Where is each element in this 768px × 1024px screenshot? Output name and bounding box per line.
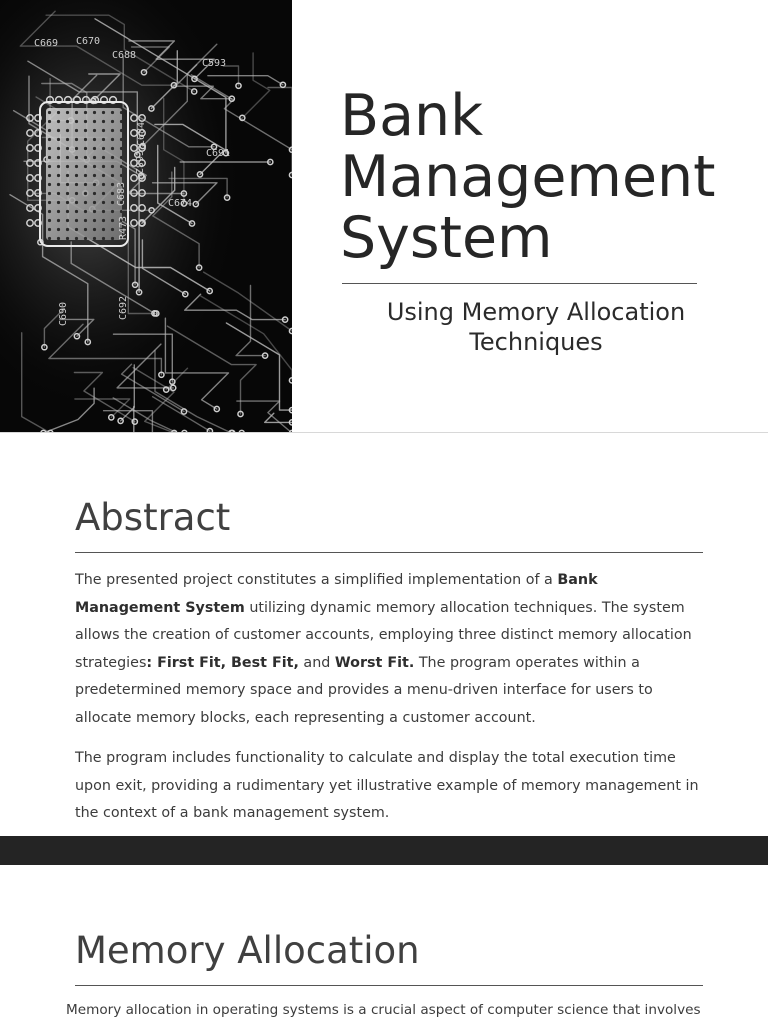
cover-page — [0, 0, 768, 433]
title-line: System — [340, 205, 553, 271]
component-label: R473 — [118, 215, 129, 240]
circuit-board-image — [0, 0, 292, 433]
component-label: C692 — [118, 295, 129, 320]
component-label: C670 — [76, 36, 101, 47]
memory-allocation-paragraph: Memory allocation in operating systems is a crucial aspect of computer science that involves — [66, 1002, 701, 1018]
component-label: C682 — [133, 150, 144, 175]
subtitle-line: Techniques — [469, 328, 603, 356]
component-label: C674 — [168, 198, 193, 209]
component-label: C691 — [206, 148, 231, 159]
page-border — [0, 432, 768, 433]
bold-text: Worst Fit. — [334, 654, 415, 671]
bold-text: Bank Management System — [75, 572, 598, 616]
abstract-paragraph: The program includes functionality to calculate and display the total execution time upon exit, providing a rudimentary yet illustrative example of memory management in the context of a bank management system. — [75, 750, 699, 821]
component-label: C683 — [116, 181, 127, 206]
document-title — [340, 83, 760, 271]
title-line: Bank — [340, 83, 484, 149]
text-run: and — [298, 654, 335, 671]
component-label: C690 — [58, 301, 69, 326]
component-label: C684 — [136, 121, 147, 146]
page-separator — [0, 836, 768, 865]
component-label: C688 — [112, 50, 137, 61]
component-label: C669 — [34, 38, 59, 49]
abstract-heading: Abstract — [75, 496, 231, 539]
abstract-paragraph — [75, 567, 703, 732]
subtitle-line: Using Memory Allocation — [386, 298, 686, 326]
title-line: Management — [340, 144, 716, 210]
bold-text: : First Fit, Best Fit, — [146, 654, 299, 671]
document-subtitle — [342, 297, 730, 357]
memory-allocation-heading: Memory Allocation — [75, 929, 420, 972]
title-divider — [342, 283, 697, 284]
circuit-board-graphic — [0, 0, 292, 433]
component-label: C593 — [202, 58, 227, 69]
text-run: The presented project constitutes a simplified implementation of a — [75, 572, 558, 588]
abstract-divider — [75, 552, 703, 553]
text-run: The program operates within a predetermined memory space and provides a menu-driven interface for users to allocate memory blocks, each representing a customer account. — [75, 654, 653, 726]
memory-allocation-divider — [75, 985, 703, 986]
text-run: utilizing dynamic memory allocation techniques. The system allows the creation of customer accounts, employing three distinct memory allocation strategies — [75, 599, 692, 671]
